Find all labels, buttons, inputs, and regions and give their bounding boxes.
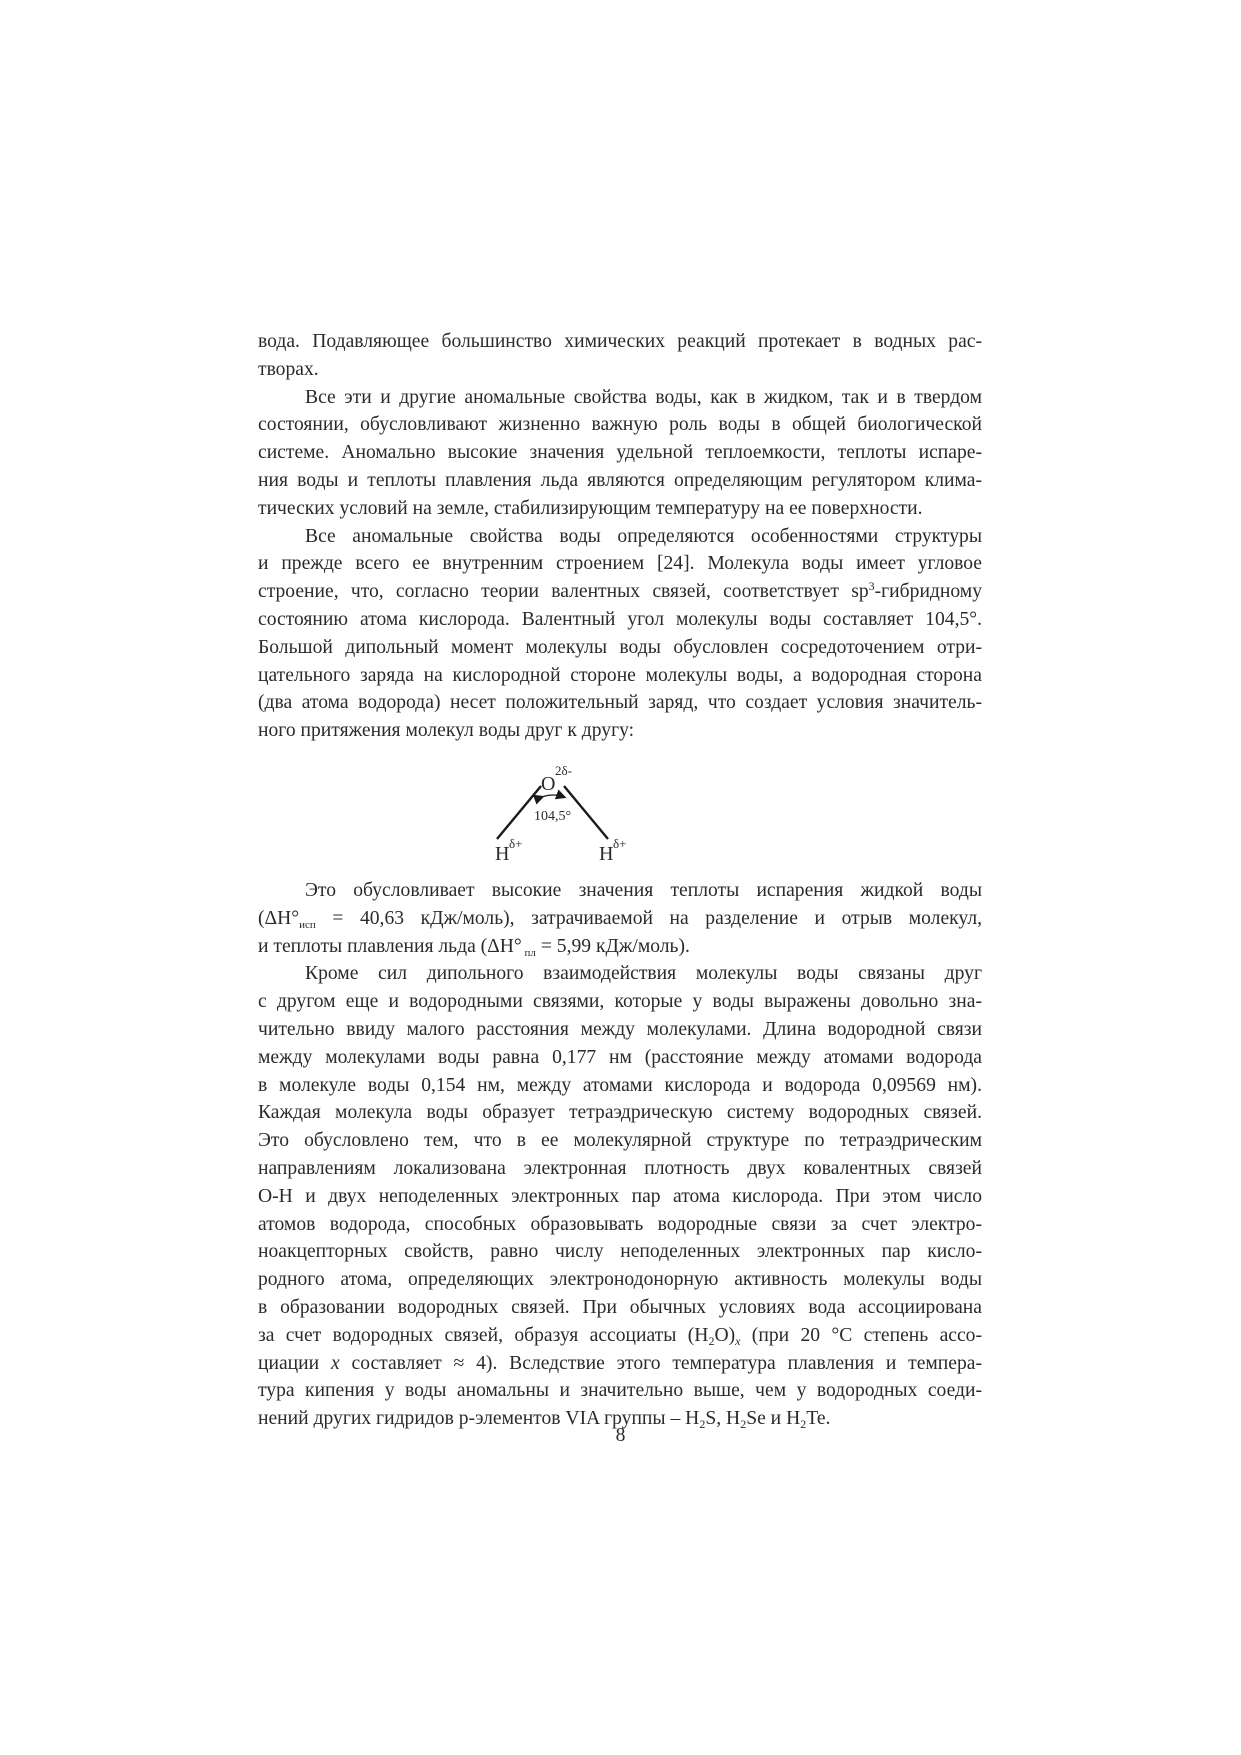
paragraph-5-line-8: направлениям локализована электронная плотность двух ковалентных связей — [258, 1157, 982, 1179]
text-segment: нений других гидридов p-элементов VIA группы – H — [258, 1408, 700, 1430]
paragraph-5-line-12: родного атома, определяющих электронодонорную активность молекулы воды — [258, 1269, 982, 1291]
paragraph-3-line-8: ного притяжения молекул воды друг к другу: — [258, 720, 635, 742]
subscript: 2 — [800, 1417, 807, 1432]
subscript: 2 — [708, 1333, 715, 1348]
italic-variable: x — [330, 1352, 340, 1374]
paragraph-2-line-2: состоянии, обусловливают жизненно важную роль воды в общей биологической — [258, 414, 982, 436]
paragraph-3-line-5: Большой дипольный момент молекулы воды обусловлен сосредоточением отри- — [258, 636, 982, 658]
paragraph-3-line-3 — [258, 578, 982, 606]
water-molecule-svg — [258, 755, 982, 877]
paragraph-1-line-2: творах. — [258, 358, 319, 380]
paragraph-3-line-1: Все аномальные свойства воды определяются особенностями структуры — [305, 525, 982, 547]
page-body — [258, 328, 982, 1433]
text-segment: (ΔH° — [258, 907, 300, 929]
paragraph-2-line-4: ния воды и теплоты плавления льда являются определяющим регулятором клима- — [258, 469, 982, 491]
oxygen-charge: 2δ- — [555, 762, 572, 778]
paragraph-3-line-6: цательного заряда на кислородной стороне молекулы воды, а водородная сторона — [258, 664, 982, 686]
paragraph-5-line-14 — [258, 1322, 982, 1350]
hydrogen-left-charge: δ+ — [509, 835, 523, 851]
hydrogen-left-atom: H — [495, 842, 510, 865]
paragraph-5-line-9: O-H и двух неподеленных электронных пар атома кислорода. При этом число — [258, 1185, 982, 1207]
paragraph-5-line-2: с другом еще и водородными связями, которые у воды выражены довольно зна- — [258, 991, 982, 1013]
paragraph-5-line-15 — [258, 1350, 982, 1378]
text-segment: циации — [258, 1352, 331, 1374]
subscript-italic: x — [735, 1333, 741, 1348]
text-segment: -гибридному — [874, 581, 982, 603]
page-number: 8 — [615, 1425, 626, 1446]
subscript: 2 — [699, 1417, 706, 1432]
paragraph-5-line-6: Каждая молекула воды образует тетраэдрическую систему водородных связей. — [258, 1102, 982, 1124]
paragraph-5-line-10: атомов водорода, способных образовывать водородные связи за счет электро- — [258, 1213, 982, 1235]
paragraph-4-line-2 — [258, 905, 982, 933]
angle-arc — [542, 795, 564, 797]
paragraph-2-line-1: Все эти и другие аномальные свойства воды, как в жидком, так и в твердом — [305, 386, 982, 408]
paragraph-2-line-5: тических условий на земле, стабилизирующим температуру на ее поверхности. — [258, 497, 923, 519]
text-segment: и теплоты плавления льда (ΔH° — [258, 935, 522, 957]
subscript: исп — [299, 918, 316, 931]
paragraph-5-line-5: в молекуле воды 0,154 нм, между атомами кислорода и водорода 0,09569 нм). — [258, 1074, 982, 1096]
text-segment: (при 20 °C степень ассо- — [740, 1324, 982, 1346]
paragraph-3-line-4: состоянию атома кислорода. Валентный угол молекулы воды составляет 104,5°. — [258, 608, 982, 630]
text-segment: S, H — [705, 1408, 741, 1430]
subscript: пл — [521, 946, 536, 959]
angle-label: 104,5° — [534, 808, 572, 824]
text-segment: строение, что, согласно теории валентных связей, соответствует sp — [258, 581, 869, 603]
text-segment: = 40,63 кДж/моль), затрачиваемой на разделение и отрыв молекул, — [315, 907, 982, 929]
paragraph-4-line-1: Это обусловливает высокие значения теплоты испарения жидкой воды — [305, 879, 982, 901]
text-segment: O) — [714, 1324, 736, 1346]
paragraph-5-line-11: ноакцепторных свойств, равно числу неподеленных электронных пар кисло- — [258, 1241, 982, 1263]
text-segment: Te. — [806, 1408, 831, 1430]
text-segment: за счет водородных связей, образуя ассоциаты (H — [258, 1324, 709, 1346]
hydrogen-right-charge: δ+ — [613, 835, 627, 851]
paragraph-5-line-13: в образовании водородных связей. При обычных условиях вода ассоциирована — [258, 1296, 982, 1318]
paragraph-3-line-2: и прежде всего ее внутренним строением [24]. Молекула воды имеет угловое — [258, 553, 982, 575]
paragraph-3-line-7: (два атома водорода) несет положительный заряд, что создает условия значитель- — [258, 692, 982, 714]
paragraph-2-line-3: системе. Аномально высокие значения удельной теплоемкости, теплоты испаре- — [258, 442, 982, 464]
text-segment: составляет ≈ 4). Вследствие этого температура плавления и темпера- — [339, 1352, 982, 1374]
paragraph-5-line-16: тура кипения у воды аномальны и значительно выше, чем у водородных соеди- — [258, 1380, 982, 1402]
superscript: 3 — [868, 579, 875, 594]
subscript: 2 — [740, 1417, 747, 1432]
hydrogen-right-atom: H — [599, 842, 614, 865]
oxygen-atom: O — [541, 772, 556, 795]
text-segment: Se и H — [746, 1408, 801, 1430]
paragraph-5-line-7: Это обусловлено тем, что в ее молекулярной структуре по тетраэдрическим — [258, 1130, 982, 1152]
paragraph-5-line-4: между молекулами воды равна 0,177 нм (расстояние между атомами водорода — [258, 1046, 982, 1068]
paragraph-5-line-1: Кроме сил дипольного взаимодействия молекулы воды связаны друг — [305, 963, 982, 985]
paragraph-5-line-3: чительно ввиду малого расстояния между молекулами. Длина водородной связи — [258, 1018, 982, 1040]
paragraph-1-line-1: вода. Подавляющее большинство химических реакций протекает в водных рас- — [258, 331, 982, 352]
paragraph-4-line-3 — [258, 933, 982, 961]
text-segment: = 5,99 кДж/моль). — [535, 935, 690, 957]
water-molecule-diagram — [258, 755, 982, 877]
